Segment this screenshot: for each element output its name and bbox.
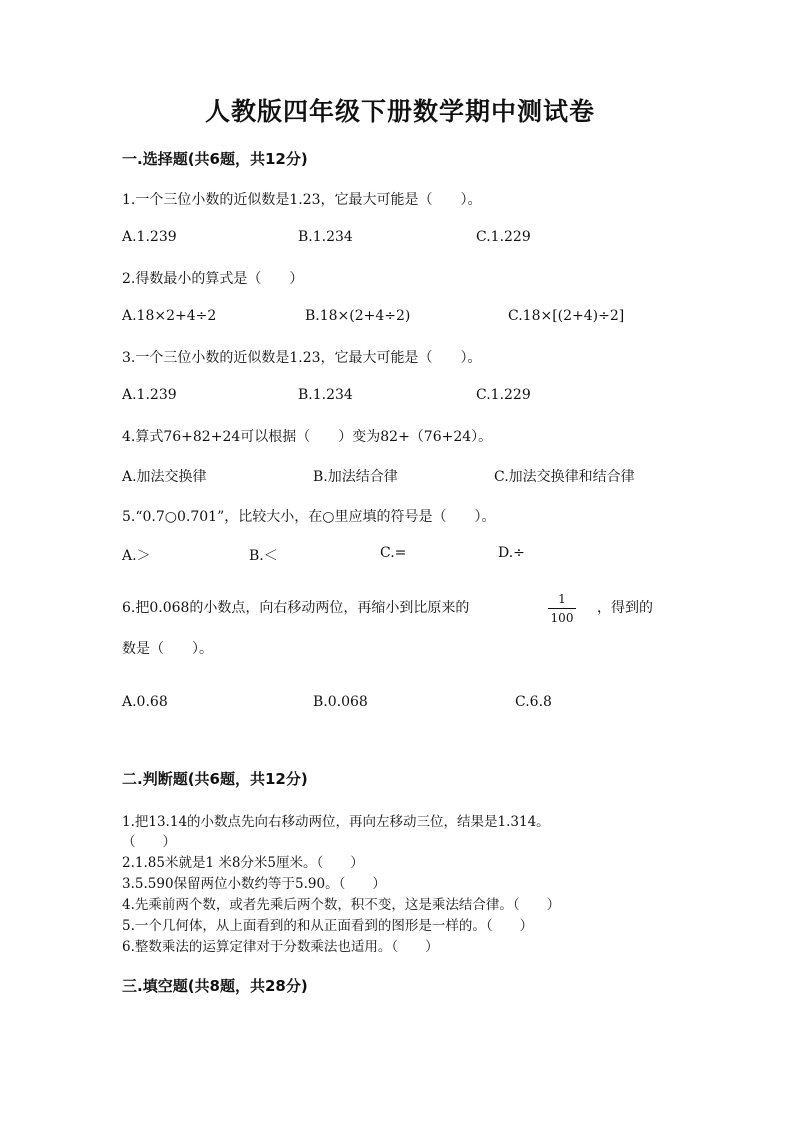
- question-2: 2.得数最小的算式是（ ）: [122, 271, 304, 287]
- q1-option-b: B.1.234: [298, 229, 353, 245]
- section-heading-judge: 二.判断题(共6题，共12分): [122, 770, 308, 788]
- question-6-line1: 6.把0.068的小数点，向右移动两位，再缩小到比原来的: [122, 600, 470, 616]
- q4-option-c: C.加法交换律和结合律: [494, 469, 635, 485]
- q5-option-d: D.÷: [498, 545, 525, 561]
- q1-option-a: A.1.239: [122, 229, 177, 245]
- judge-item-2: 2.1.85米就是1 米8分米5厘米。（ ）: [122, 855, 364, 871]
- q3-option-b: B.1.234: [298, 387, 353, 403]
- judge-item-4: 4.先乘前两个数，或者先乘后两个数，积不变，这是乘法结合律。（ ）: [122, 897, 561, 913]
- judge-item-6: 6.整数乘法的运算定律对于分数乘法也适用。（ ）: [122, 939, 439, 955]
- fraction-one-hundredth: [548, 592, 576, 625]
- fraction-bar: [548, 608, 576, 609]
- judge-item-5: 5.一个几何体，从上面看到的和从正面看到的图形是一样的。（ ）: [122, 918, 534, 934]
- judge-item-3: 3.5.590保留两位小数约等于5.90。（ ）: [122, 876, 386, 892]
- question-6-line2: 数是（ ）。: [122, 641, 213, 657]
- q2-option-c: C.18×[(2+4)÷2]: [508, 308, 625, 324]
- q2-option-b: B.18×(2+4÷2): [305, 308, 411, 324]
- page-title: 人教版四年级下册数学期中测试卷: [204, 97, 595, 126]
- question-3: 3.一个三位小数的近似数是1.23，它最大可能是（ ）。: [122, 350, 482, 366]
- question-1: 1.一个三位小数的近似数是1.23，它最大可能是（ ）。: [122, 192, 482, 208]
- q6-option-b: B.0.068: [313, 694, 368, 710]
- question-4: 4.算式76+82+24可以根据（ ）变为82+（76+24）。: [122, 429, 493, 445]
- q5-option-a: A.＞: [122, 548, 151, 564]
- q6-option-c: C.6.8: [515, 694, 552, 710]
- q6-option-a: A.0.68: [122, 694, 168, 710]
- q4-option-a: A.加法交换律: [122, 469, 207, 485]
- judge-item-1: 1.把13.14的小数点先向右移动两位，再向左移动三位，结果是1.314。: [122, 814, 550, 830]
- fraction-denominator: 100: [550, 611, 574, 625]
- section-heading-choice: 一.选择题(共6题，共12分): [122, 150, 308, 168]
- question-6-line1-end: ，得到的: [597, 600, 653, 616]
- judge-item-1-bracket: （ ）: [122, 834, 176, 850]
- fraction-numerator: 1: [558, 592, 566, 606]
- question-5: 5.“0.7○0.701”，比较大小，在○里应填的符号是（ ）。: [122, 509, 496, 525]
- section-heading-fill: 三.填空题(共8题，共28分): [122, 977, 308, 995]
- q3-option-c: C.1.229: [476, 387, 531, 403]
- q5-option-c: C.=: [380, 545, 407, 561]
- q4-option-b: B.加法结合律: [313, 469, 398, 485]
- q2-option-a: A.18×2+4÷2: [122, 308, 217, 324]
- q1-option-c: C.1.229: [476, 229, 531, 245]
- q5-option-b: B.＜: [249, 548, 278, 564]
- q3-option-a: A.1.239: [122, 387, 177, 403]
